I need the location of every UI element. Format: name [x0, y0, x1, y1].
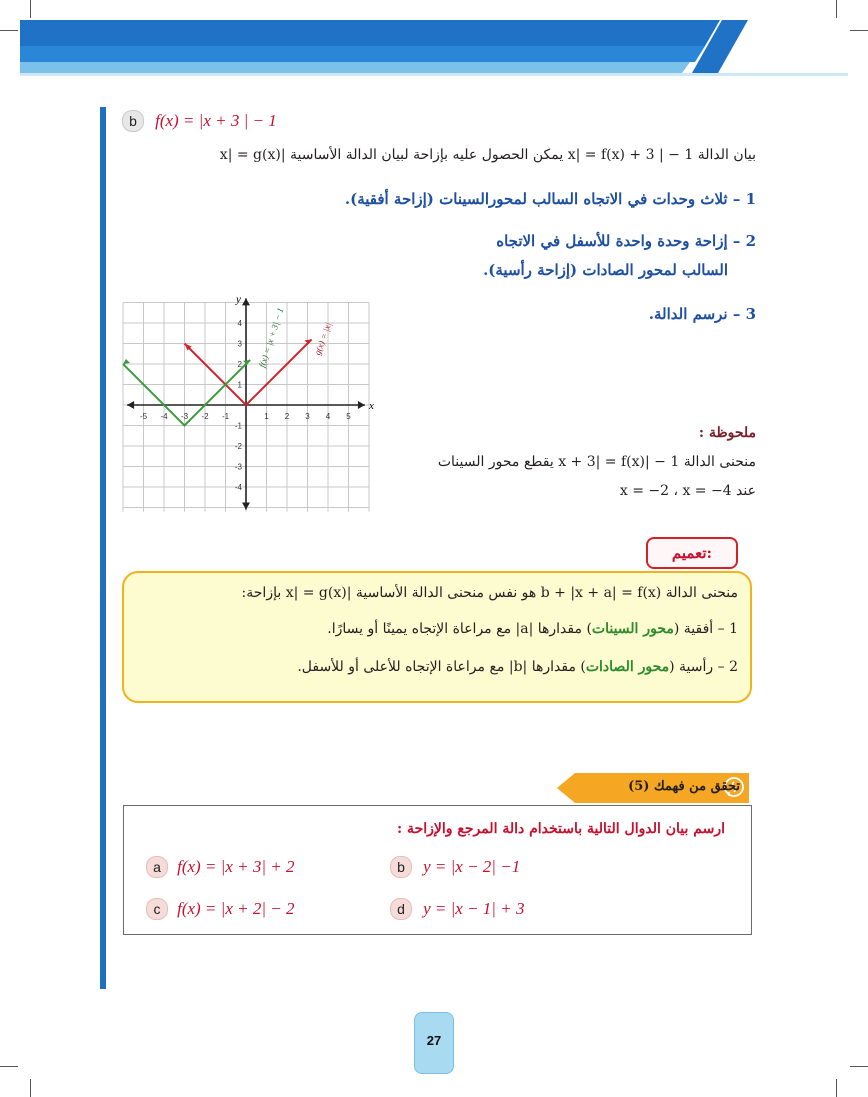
step-3: 3 – نرسم الدالة. [648, 305, 756, 323]
step-1: 1 – ثلاث وحدات في الاتجاه السالب لمحورالسينات (إزاحة أفقية). [344, 190, 756, 208]
note-title: ملحوظة : [698, 425, 756, 441]
x-axis-arrow [127, 401, 134, 409]
exercise-badge-d: d [390, 898, 412, 920]
exercise-badge-c: c [146, 898, 168, 920]
crop-mark [836, 0, 837, 18]
summary-line-2 [327, 621, 738, 637]
summary-box [122, 571, 752, 703]
function-graph [122, 292, 372, 514]
exercise-b [390, 856, 520, 878]
y-axis-arrow [242, 503, 250, 510]
y-axis-label: y [236, 293, 241, 306]
x-tick-label: -3 [180, 412, 189, 421]
y-tick-label: 1 [237, 380, 242, 390]
exercise-badge-a: a [146, 856, 168, 878]
note-line-2: عند x = −2 ، x = −4 [619, 483, 756, 499]
exercise-a [146, 856, 295, 878]
g-curve [185, 339, 312, 405]
crop-mark [850, 1066, 868, 1067]
x-tick-label: -5 [139, 412, 148, 421]
x-tick-label: -4 [160, 412, 168, 421]
x-tick-label: 2 [284, 412, 290, 421]
summary-line-3-start: 2 – رأسية ( [669, 659, 738, 675]
x-tick-label: -2 [201, 412, 209, 421]
g-curve-label: g(x) = |x| [312, 321, 334, 357]
check-tag-label: تحقق من فهمك (5) [628, 779, 740, 794]
part-b-equation: f(x) = |x + 3 | − 1 [155, 111, 277, 130]
x-tick-label: -1 [221, 412, 230, 421]
y-tick-label: -1 [234, 421, 242, 431]
y-tick-label: 3 [237, 339, 242, 349]
page-number: 27 [414, 1012, 454, 1074]
f-curve-label: f(x) = |x + 3| − 1 [256, 306, 286, 369]
header-banner [0, 18, 868, 88]
part-b-description: بيان الدالة 1 − | 3 + x| = f(x) يمكن الحصول عليه بإزاحة لبيان الدالة الأساسية |x| = g(x) [219, 147, 756, 163]
y-tick-label: -2 [234, 442, 242, 451]
summary-line-1: منحنى الدالة b + |x + a| = f(x) هو نفس منحنى الدالة الأساسية |x| = g(x) بإزاحة: [241, 585, 738, 601]
summary-line-3-end: ) مقدارها |b| مع مراعاة الإتجاه للأعلى أو للأسفل. [297, 659, 586, 675]
summary-tag: تعميم: [646, 537, 738, 569]
x-tick-label: 4 [325, 412, 331, 421]
step-2-line-1: 2 – إزاحة وحدة واحدة للأسفل في الاتجاه [496, 232, 756, 250]
summary-line-2-highlight: محور السينات [591, 621, 674, 637]
note-line-1: منحنى الدالة 1 − |x + 3| = f(x) يقطع محور السينات [437, 454, 756, 470]
y-axis-arrow [242, 298, 250, 305]
crop-mark [30, 1079, 31, 1097]
summary-line-2-end: ) مقدارها |a| مع مراعاة الإتجاه يمينًا أو يسارًا. [327, 621, 592, 637]
exercise-c [146, 898, 295, 920]
crop-mark [836, 1079, 837, 1097]
y-tick-label: 4 [237, 319, 242, 328]
exercise-a-equation: f(x) = |x + 3| + 2 [177, 857, 295, 876]
crop-mark [0, 1066, 18, 1067]
exercise-badge-b: b [390, 856, 412, 878]
y-tick-label: -3 [234, 462, 242, 472]
x-axis-arrow [358, 401, 365, 409]
step-2-line-2: السالب لمحور الصادات (إزاحة رأسية). [483, 261, 728, 279]
exercise-d-equation: y = |x − 1| + 3 [423, 899, 525, 918]
check-box [123, 805, 752, 935]
part-b-heading [122, 110, 277, 132]
part-badge: b [122, 110, 144, 132]
crop-mark [30, 0, 31, 18]
margin-bar [100, 107, 106, 989]
x-tick-label: 3 [305, 412, 310, 421]
y-tick-label: 2 [237, 360, 242, 369]
x-axis-label: x [369, 400, 374, 412]
summary-line-3-highlight: محور الصادات [585, 659, 670, 675]
x-tick-label: 5 [346, 412, 351, 421]
f-curve-arrow [123, 359, 130, 364]
summary-line-2-start: 1 – أفقية ( [673, 621, 738, 637]
check-instruction: ارسم بيان الدوال التالية باستخدام دالة المرجع والإزاحة : [397, 821, 725, 837]
y-tick-label: -4 [234, 483, 242, 492]
graph-curves [123, 339, 312, 425]
exercise-d [390, 898, 524, 920]
exercise-c-equation: f(x) = |x + 2| − 2 [177, 899, 295, 918]
exercise-b-equation: y = |x − 2| −1 [423, 857, 521, 876]
summary-line-3 [297, 659, 738, 675]
x-tick-label: 1 [264, 412, 269, 421]
